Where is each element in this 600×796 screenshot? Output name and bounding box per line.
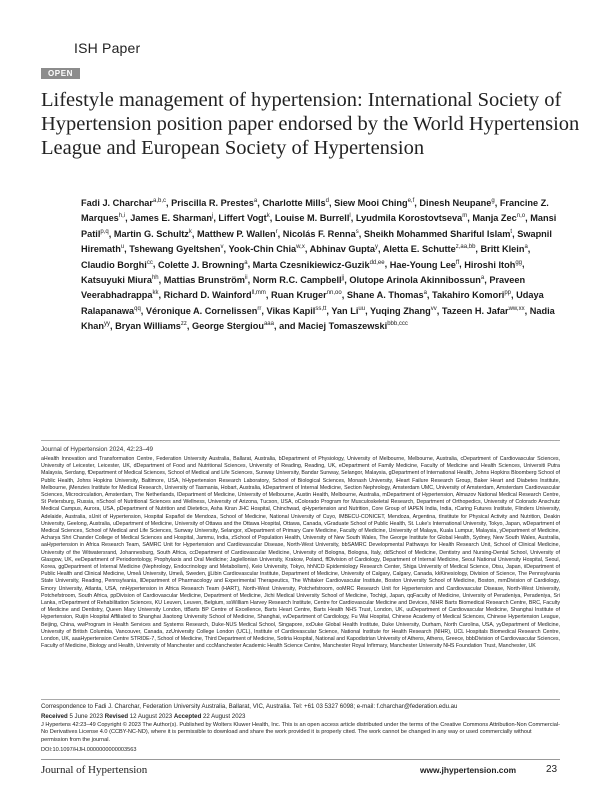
article-title: Lifestyle management of hypertension: International Society of Hypertension position paper endorsed by the World Hypertension League and European Society of Hypertension (41, 89, 580, 159)
author-name: George Stergiou$^{aaa}$ (191, 320, 274, 331)
received-label: Received (41, 713, 68, 720)
author-affiliation-marker: rr (257, 305, 262, 312)
author-affiliation-marker: k (266, 213, 270, 220)
correspondence-note: Correspondence to Fadi J. Charchar, Federation University Australia, Ballarat, VIC, Australia. Tel: +61 03 5327 6098; e-mail: f.charchar@federation.edu.au (41, 703, 458, 710)
author-name: Liffert Vogt$^k$ (218, 213, 270, 224)
footer-website-link[interactable]: www.jhypertension.com (420, 765, 517, 775)
author-name: Lyudmila Korostovtseva$^m$ (355, 213, 468, 224)
author-affiliation-marker: kk (152, 290, 159, 297)
author-name: Martin G. Schultz$^k$ (113, 228, 192, 239)
author-affiliation-marker: e,f (407, 198, 415, 204)
license-statement: J Hypertens 42:23–49 Copyright © 2023 The Author(s). Published by Wolters Kluwer Health, Inc. This is an open access article distributed under the terms of the Creative Commons Attribution-Non Commercial-No Derivatives License 4.0 (CCBY-NC-ND), where it is permissible to download and share the work provided it is properly cited. The work cannot be changed in any way or used commercially without permission from the journal. (41, 722, 560, 743)
author-affiliation-marker: a,b,c (153, 198, 167, 204)
author-affiliation-marker: yy (103, 320, 110, 327)
author-name: Claudio Borghi$^{cc}$ (81, 259, 153, 270)
author-affiliation-marker: ww,xx (508, 305, 525, 312)
open-access-badge: OPEN (41, 68, 80, 79)
paper-type-label: ISH Paper (74, 40, 141, 56)
author-name: Ruan Kruger$^{nn,oo}$ (271, 290, 342, 301)
author-affiliation-marker: y (374, 244, 378, 251)
author-affiliation-marker: r (275, 228, 278, 235)
author-name: Fadi J. Charchar$^{a,b,c}$ (81, 198, 167, 209)
author-name: Takahiro Komori$^{pp}$ (432, 290, 512, 301)
author-affiliation-marker: uu (358, 305, 366, 312)
author-affiliation-marker: n,o (516, 213, 526, 220)
author-name: Matthew P. Wallen$^r$ (197, 228, 278, 239)
author-name: Shane A. Thomas$^a$ (346, 290, 427, 301)
author-affiliation-marker: bbb,ccc (387, 320, 408, 327)
author-affiliation-marker: a (244, 259, 248, 266)
author-affiliation-marker: g (491, 198, 495, 204)
author-affiliation-marker: w,x (296, 244, 305, 251)
affiliations-block: aHealth Innovation and Transformation Centre, Federation University Australia, Ballarat, Australia, bDepartment of Physiology, University of Melbourne, Melbourne, Australia, cDepartment of Cardiovascular Sciences, University of Leicester, Leicester, UK, dDepartment of Food and Nutritional Sciences, University of Reading, Reading, UK, eDepartment of Family Medicine, Faculty of Medicine and Health Sciences, Universiti Putra Malaysia, Serdang, fDepartment of Medical Sciences, School of Medical and Life Sciences, Sunway University, Bandar Sunway, Selangor, Malaysia, gDepartment of International Health, Johns Hopkins Bloomberg School of Public Health, Johns Hopkins University, Baltimore, USA, hHypertension Research Laboratory, School of Biological Sciences, Monash University, iHeart Failure Research Group, Baker Heart and Diabetes Institute, Melbourne, jMenzies Institute for Medical Research, University of Tasmania, Hobart, Australia, kDepartment of Internal Medicine, Section Nephrology, Amsterdam UMC, University of Amsterdam, Amsterdam Cardiovascular Sciences, Microcirculation, Amsterdam, The Netherlands, lDepartment of Medicine, University of Melbourne, Austin Health, Melbourne, Australia, mDepartment of Hypertension, Almazov National Medical Research Centre, St Petersburg, Russia, nSchool of Nutritional Sciences and Wellness, University of Arizona, Tucson, USA, oColorado Program for Musculoskeletal Research, Department of Orthopedics, University of Colorado Anschutz Medical Campus, Aurora, USA, pDepartment of Nutrition and Dietetics, Asha Kiran JHC Hospital, Chinchwad, qHypertension and Nutrition, Core Group of IAPEN India, India, rCaring Futures Institute, Flinders University, Adelaide, Australia, sUnit of Hypertension, Hospital Español de Mendoza, School of Medicine, National University of Cuyo, IMBECU-CONICET, Mendoza, Argentina, tInstitute for Physical Activity and Nutrition, Deakin University, Geelong, Australia, uDepartment of Medicine, University of Ottawa and the Ottawa Hospital, Ottawa, Canada, vGraduate School of Public Health, St. Luke's International University, Tokyo, Japan, wDepartment of Medical Sciences, School of Medical and Life Sciences, Sunway University, Selangor, xDepartment of Primary Care Medicine, Faculty of Medicine, University of Malaya, Kuala Lumpur, Malaysia, yDepartment of Medicine, Acharya Shri Chander College of Medical Sciences and Hospital, Jammu, India, zSchool of Population Health, University of New South Wales, The George Institute for Global Health, Sydney, New South Wales, Australia, aaHypertension in Africa Research Team, SAMRC Unit for Hypertension and Cardiovascular Disease, North-West University, bbSAMRC Developmental Pathways for Health Research Unit, School of Clinical Medicine, University of the Witwatersrand, Johannesburg, South Africa, ccDepartment of Cardiovascular Medicine, University of Bologna, Bologna, Italy, ddSchool of Medicine, Dentistry and Nursing-Dental School, University of Glasgow, UK, eeDepartment of Periodontology, Prophylaxis and Oral Medicine; Jagiellonian University, Krakow, Poland, ffDivision of Cardiology, Department of Internal Medicine, Seoul National University Hospital, Seoul, Korea, ggDepartment of Internal Medicine (Nephrology, Endocrinology and Metabolism), Keio University, Tokyo, hhNCD Epidemiology Research Center, Shiga University of Medical Science, Otsu, Japan, iiDepartment of Public Health and Clinical Medicine, Umeå University, Umeå, Sweden, jjLibin Cardiovascular Institute, Department of Medicine, University of Calgary, Calgary, Canada, kkKinesiology, Division of Science, The Pennsylvania State University, Reading, Pennsylvania, llDepartment of Pharmacology and Experimental Therapeutics, The Whitaker Cardiovascular Institute, Boston University School of Medicine, Boston, mmDivision of Cardiology, Emory University, Atlanta, USA, nnHypertension in Africa Research Team (HART), North-West University, Potchefstroom, ooMRC Research Unit for Hypertension and Cardiovascular Disease, North-West University, Potchefstroom, South Africa, ppDivision of Cardiovascular Medicine, Department of Medicine, Jichi Medical University School of Medicine, Tochigi, Japan, qqFaculty of Medicine, University of Peradeniya, Peradeniya, Sri Lanka, rrDepartment of Rehabilitation Sciences, KU Leuven, Leuven, Belgium, ssWilliam Harvey Research Institute, Centre for Cardiovascular Medicine and Devices, NIHR Barts Biomedical Research Centre, BRC, Faculty of Medicine and Dentistry, Queen Mary University London, ttBarts BP Centre of Excellence, Barts Heart Centre, Barts Health NHS Trust, London, UK, uuDepartment of Cardiovascular Medicine, Shanghai Institute of Hypertension, Ruijin Hospital Affiliated to Shanghai Jiaotong University School of Medicine, Shanghai, vvDepartment of Cardiology, Fu Wai Hospital, Chinese Academy of Medical Sciences, Chinese Hypertension League, Beijing, China, wwProgram in Health Services and Systems Research, Duke-NUS Medical School, Singapore, xxDuke Global Health Institute, Duke University, Durham, North Carolina, USA, yyDepartment of Medicine, University of British Columbia, Vancouver, Canada, zzUniversity College London (UCL), Institute of Cardiovascular Science, National Institute for Health Research (NIHR), UCL Hospitals Biomedical Research Centre, London, UK, aaaHypertension Centre STRIDE-7, School of Medicine, Third Department of Medicine, Sotiria Hospital, National and Kapodistrian University of Athens, Athens, Greece, bbbDivision of Cardiovascular Sciences, Faculty of Medicine, Biology and Health, University of Manchester and cccManchester Academic Health Science Centre, Manchester Royal Infirmary, Manchester University NHS Foundation Trust, Manchester, UK (41, 456, 560, 650)
author-affiliation-marker: aaa (263, 320, 274, 327)
author-affiliation-marker: pp (504, 290, 512, 297)
author-name: Véronique A. Cornelissen$^{rr}$ (145, 305, 262, 316)
author-name: Maciej Tomaszewski$^{bbb,ccc}$ (298, 320, 408, 331)
author-name: Dinesh Neupane$^g$ (419, 198, 495, 209)
author-list: Fadi J. Charchar$^{a,b,c}$, Priscilla R. Prestes$^a$, Charlotte Mills$^d$, Siew Mooi Ching$^{e,f}$, Dinesh Neupane$^g$, Francine Z. Marques$^{h,i}$, James E. Sharman$^j$, Liffert Vogt$^k$, Louise M. Burrell$^l$, Lyudmila Korostovtseva$^m$, Manja Zec$^{n,o}$, Mansi Patil$^{p,q}$, Martin G. Schultz$^k$, Matthew P. Wallen$^r$, Nicolás F. Renna$^s$, Sheikh Mohammed Shariful Islam$^t$, Swapnil Hiremath$^u$, Tshewang Gyeltshen$^v$, Yook-Chin Chia$^{w,x}$, Abhinav Gupta$^y$, Aletta E. Schutte$^{z,aa,bb}$, Britt Klein$^a$, Claudio Borghi$^{cc}$, Colette J. Browning$^a$, Marta Czesnikiewicz-Guzik$^{dd,ee}$, Hae-Young Lee$^{ff}$, Hiroshi Itoh$^{gg}$, Katsuyuki Miura$^{hh}$, Mattias Brunström$^{ii}$, Norm R.C. Campbell$^{jj}$, Olutope Arinola Akinnibossun$^a$, Praveen Veerabhadrappa$^{kk}$, Richard D. Wainford$^{ll,mm}$, Ruan Kruger$^{nn,oo}$, Shane A. Thomas$^a$, Takahiro Komori$^{pp}$, Udaya Ralapanawa$^{qq}$, Véronique A. Cornelissen$^{rr}$, Vikas Kapil$^{ss,tt}$, Yan $Li^{uu}$, Yuqing Zhang$^{vv}$, Tazeen H. Jafar$^{ww,xx}$, Nadia Khan$^{yy}$, Bryan Williams$^{zz}$, George Stergiou$^{aaa}$, and Maciej Tomaszewski$^{bbb,ccc}$ (81, 198, 557, 331)
author-affiliation-marker: zz (180, 320, 187, 327)
author-name: Britt Klein$^a$ (480, 244, 528, 255)
author-affiliation-marker: ll,mm (251, 290, 266, 297)
author-name: Louise M. Burrell$^l$ (274, 213, 351, 224)
author-name: Hae-Young Lee$^{ff}$ (389, 259, 460, 270)
author-affiliation-marker: jj (341, 274, 345, 281)
author-name: Francine Z. Marques$^{h,i}$ (81, 198, 549, 224)
author-name: James E. Sharman$^j$ (130, 213, 214, 224)
page-number: 23 (546, 764, 558, 775)
author-name: Mansi Patil$^{p,q}$ (81, 213, 557, 239)
author-name: Nicolás F. Renna$^s$ (282, 228, 359, 239)
author-affiliation-marker: gg (515, 259, 522, 266)
divider (41, 699, 560, 700)
author-name: Hiroshi Itoh$^{gg}$ (464, 259, 522, 270)
author-name: Priscilla R. Prestes$^a$ (171, 198, 258, 209)
author-affiliation-marker: k (188, 228, 192, 235)
author-name: Nadia Khan$^{yy}$ (81, 305, 555, 331)
author-name: Bryan Williams$^{zz}$ (115, 320, 187, 331)
author-affiliation-marker: p,q (100, 228, 109, 235)
author-name: Sheikh Mohammed Shariful Islam$^t$ (363, 228, 513, 239)
doi-link[interactable]: DOI:10.1097/HJH.0000000000003563 (41, 747, 137, 753)
author-name: Norm R.C. Campbell$^{jj}$ (252, 274, 345, 285)
author-name: Olutope Arinola Akinnibossun$^a$ (349, 274, 485, 285)
author-affiliation-marker: v (220, 244, 224, 251)
author-affiliation-marker: a (524, 244, 528, 251)
author-affiliation-marker: d (325, 198, 329, 204)
author-affiliation-marker: nn,oo (326, 290, 342, 297)
author-affiliation-marker: qq (134, 305, 141, 312)
author-name: Tazeen H. Jafar$^{ww,xx}$ (441, 305, 525, 316)
footer-journal-name: Journal of Hypertension (41, 764, 148, 776)
accepted-label: Accepted (173, 713, 202, 720)
author-affiliation-marker: dd,ee (369, 259, 385, 266)
author-affiliation-marker: cc (146, 259, 153, 266)
article-dates (41, 713, 245, 720)
author-affiliation-marker: hh (151, 274, 159, 281)
author-affiliation-marker: h,i (118, 213, 126, 220)
author-name: Aletta E. Schutte$^{z,aa,bb}$ (382, 244, 476, 255)
author-name: Mattias Brunström$^{ii}$ (163, 274, 248, 285)
revised-date: 12 August 2023 (129, 713, 173, 720)
divider (41, 440, 560, 441)
author-affiliation-marker: u (120, 244, 125, 251)
author-name: Tshewang Gyeltshen$^v$ (129, 244, 224, 255)
author-name: Yook-Chin Chia$^{w,x}$ (228, 244, 305, 255)
author-name: Marta Czesnikiewicz-Guzik$^{dd,ee}$ (252, 259, 385, 270)
author-name: Abhinav Gupta$^y$ (309, 244, 378, 255)
author-name: Udaya Ralapanawa$^{qq}$ (81, 290, 544, 316)
author-affiliation-marker: t (510, 228, 513, 235)
author-name: Manja Zec$^{n,o}$ (472, 213, 526, 224)
author-affiliation-marker: m (462, 213, 468, 220)
author-affiliation-marker: s (355, 228, 359, 235)
author-name: Praveen Veerabhadrappa$^{kk}$ (81, 274, 526, 301)
author-name: Vikas Kapil$^{ss,tt}$ (266, 305, 327, 316)
author-name: Swapnil Hiremath$^u$ (81, 228, 552, 255)
author-affiliation-marker: vv (430, 305, 437, 312)
received-date: 5 June 2023 (69, 713, 104, 720)
revised-label: Revised (104, 713, 129, 720)
author-affiliation-marker: j (211, 213, 214, 220)
author-affiliation-marker: ii (244, 274, 248, 281)
author-name: Colette J. Browning$^a$ (157, 259, 248, 270)
author-affiliation-marker: a (253, 198, 258, 204)
author-affiliation-marker: a (423, 290, 427, 297)
author-name: Katsuyuki Miura$^{hh}$ (81, 274, 159, 285)
footer-divider (41, 759, 560, 760)
author-name: Charlotte Mills$^d$ (262, 198, 329, 209)
journal-reference: Journal of Hypertension 2024, 42:23–49 (41, 446, 154, 453)
author-affiliation-marker: ss,tt (315, 305, 327, 312)
author-affiliation-marker: z,aa,bb (455, 244, 476, 251)
accepted-date: 22 August 2023 (203, 713, 246, 720)
author-name: Richard D. Wainford$^{ll,mm}$ (163, 290, 266, 301)
author-name: Yuqing Zhang$^{vv}$ (370, 305, 437, 316)
author-name: Yan $Li^{uu}$ (331, 305, 366, 316)
author-affiliation-marker: a (480, 274, 485, 281)
author-affiliation-marker: l (349, 213, 351, 220)
author-name: Siew Mooi Ching$^{e,f}$ (334, 198, 415, 209)
author-affiliation-marker: ff (455, 259, 460, 266)
